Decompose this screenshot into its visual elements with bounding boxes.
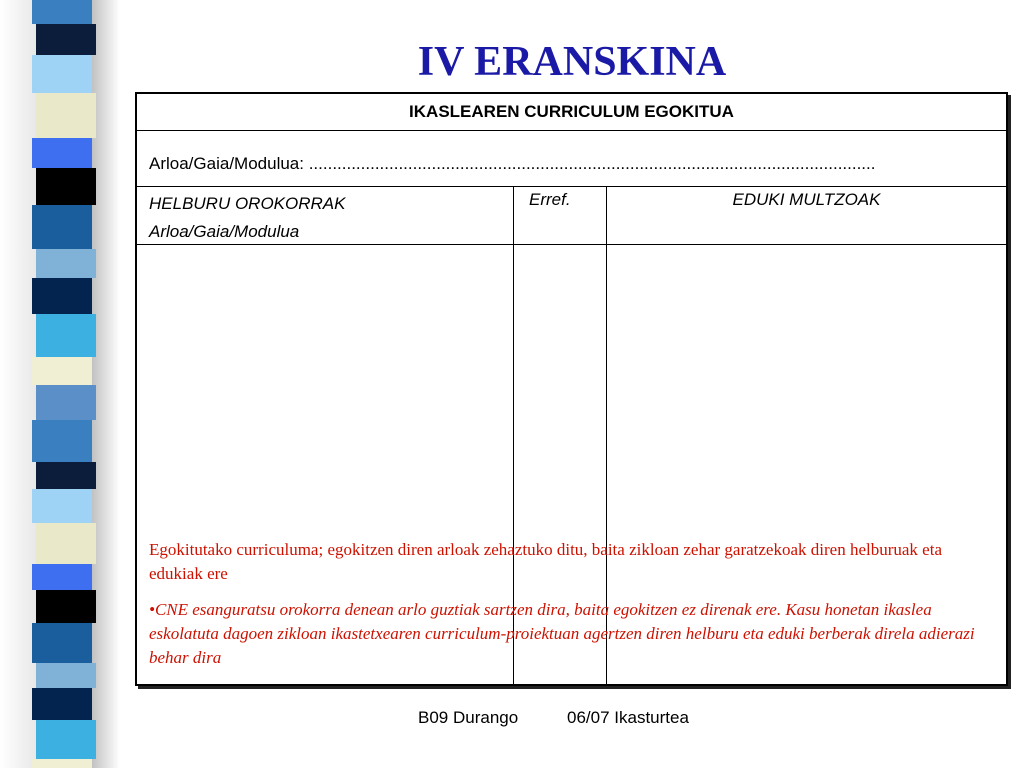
note-cne: •CNE esanguratsu orokorra denean arlo guztiak sartzen dira, baita egokitzen ez direnak ere. Kasu honetan ikaslea eskolatuta dagoen zikloan ikastetxearen curriculum-proiektuan agertzen diren helburu eta eduki berberak direla adierazi behar dira [149,600,975,667]
stripe-block [36,168,96,205]
page-title: IV ERANSKINA [417,39,727,85]
col-header-helburu-line1: HELBURU OROKORRAK [149,194,346,213]
stripe-block [32,205,92,249]
stripe-block [32,357,92,385]
curriculum-table [135,92,1008,686]
stripe-block [32,759,92,768]
stripe-block [36,314,96,357]
stripe-block [32,688,92,720]
stripe-block [32,138,92,168]
stripe-block [36,663,96,688]
stripe-block [32,278,92,314]
stripe-block [36,523,96,564]
stripe-block [32,564,92,590]
stripe-block [32,420,92,462]
col-header-erref: Erref. [529,190,571,209]
col-header-helburu-line2: Arloa/Gaia/Modulua [149,222,300,241]
note-adapted-curriculum: Egokitutako curriculuma; egokitzen diren arloak zehaztuko ditu, baita zikloan zehar garatzekoak diren helburuak eta edukiak ere [149,540,942,583]
footer-location: B09 Durango [418,708,519,727]
col-header-helburu [149,190,345,246]
decorative-stripe [0,0,120,768]
col-header-eduki: EDUKI MULTZOAK [732,190,881,209]
stripe-block [36,385,96,420]
table-caption-row [137,94,1006,131]
stripe-block [36,93,96,138]
stripe-block [32,623,92,663]
stripe-block [36,590,96,623]
footer-year: 06/07 Ikasturtea [567,708,689,727]
stripe-block [36,720,96,759]
arloa-field: Arloa/Gaia/Modulua: ........................................................................................................................ [149,154,876,173]
stripe-block [36,249,96,278]
stripe-block [36,462,96,489]
stripe-block [32,489,92,523]
stripe-block [32,0,92,24]
table-caption: IKASLEAREN CURRICULUM EGOKITUA [409,102,734,121]
arloa-row [137,130,1006,187]
